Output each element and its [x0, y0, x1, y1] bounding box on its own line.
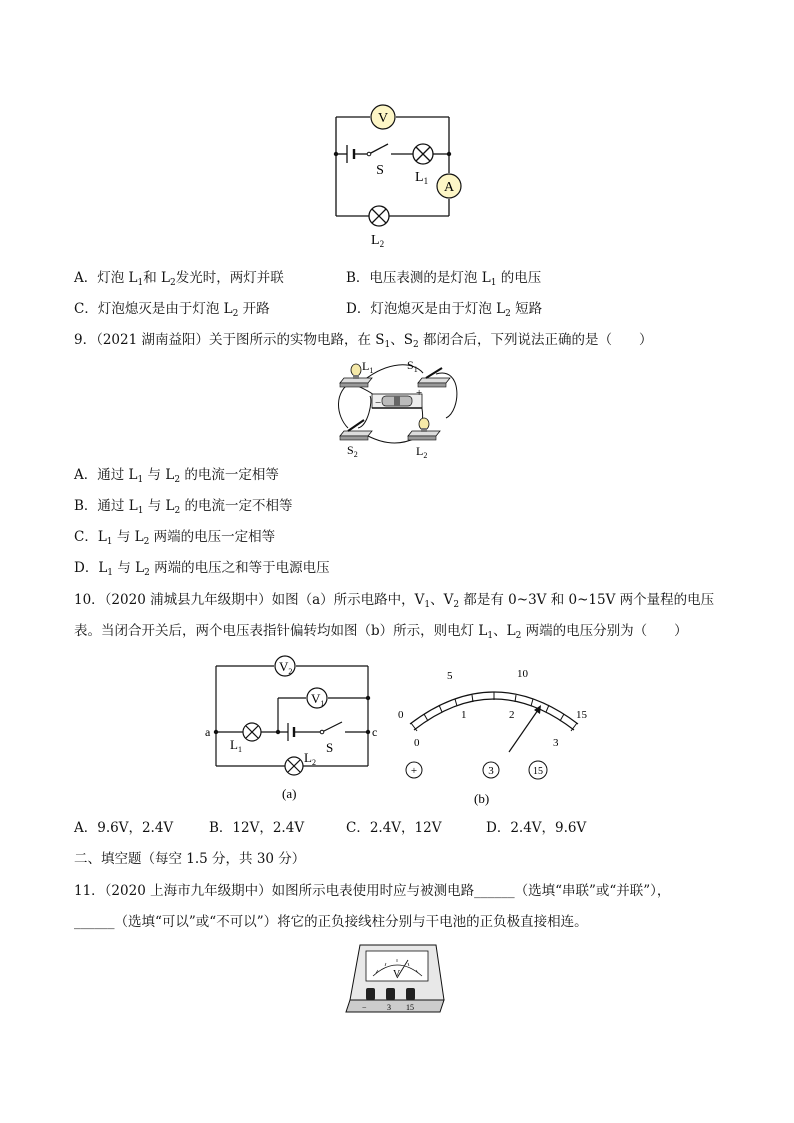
ammeter-label: A — [443, 180, 455, 195]
switch-s1-board — [418, 368, 450, 387]
q11-voltmeter-picture — [340, 940, 445, 1020]
q9-stem: 9．（2021 湖南益阳）关于图所示的实物电路，在 $S_1$、$S_2$ 都闭合后，下列说法正确的是（ ） — [74, 332, 653, 350]
inner-tick-1: 1 — [461, 709, 467, 721]
voltmeter-label: V — [377, 111, 389, 126]
q10-stem-line2: 表。当闭合开关后，两个电压表指针偏转均如图（b）所示，则电灯 $L_1$、$L_2$ 两端的电压分别为（ ） — [74, 623, 688, 641]
q9-l1-label: $L_1$ — [362, 359, 374, 375]
meter-v-label: V — [393, 969, 401, 980]
q8-circuit-diagram — [325, 98, 465, 258]
node-a-label: a — [205, 725, 211, 739]
meter-terminals — [366, 988, 415, 1000]
terminal-15-label: 15 — [406, 1003, 414, 1012]
q10-option-c: C．2.4V，12V — [346, 820, 442, 836]
q9-s2-label: $S_2$ — [347, 443, 358, 459]
q11-line1: 11．（2020 上海市九年级期中）如图所示电表使用时应与被测电路______（选填“串联”或“并联”）， — [74, 883, 671, 899]
outer-tick-5: 5 — [447, 670, 453, 682]
outer-tick-10: 10 — [517, 668, 528, 680]
q8-option-c: C．灯泡熄灭是由于灯泡 $L_2$ 开路 — [74, 301, 270, 319]
q10-meter-dial-b — [384, 660, 604, 810]
section-title: 二、填空题（每空 1.5 分，共 30 分） — [74, 851, 306, 867]
lamp1-label: $L_1$ — [415, 170, 429, 186]
terminal-3: 3 — [488, 765, 494, 777]
node-c-label: c — [372, 725, 378, 739]
q8-option-d: D．灯泡熄灭是由于灯泡 $L_2$ 短路 — [346, 301, 543, 319]
battery-plus-label: + — [416, 387, 423, 399]
dial-ticks — [411, 692, 577, 731]
q10-stem-line1: 10．（2020 浦城县九年级期中）如图（a）所示电路中，$V_1$、$V_2$ 都是有 0~3V 和 0~15V 两个量程的电压 — [74, 592, 715, 610]
caption-a: (a) — [282, 786, 297, 801]
terminal-plus: + — [410, 765, 418, 777]
q10-option-a: A．9.6V，2.4V — [74, 820, 174, 836]
l1-label: $L_1$ — [230, 737, 242, 754]
q10-option-b: B．12V，2.4V — [209, 820, 305, 836]
q9-physical-circuit — [328, 356, 463, 460]
q9-option-d: D．$L_1$ 与 $L_2$ 两端的电压之和等于电源电压 — [74, 560, 330, 578]
q9-s1-label: $S_1$ — [407, 358, 418, 374]
q9-option-c: C．$L_1$ 与 $L_2$ 两端的电压一定相等 — [74, 529, 276, 547]
q10-option-d: D．2.4V，9.6V — [486, 820, 587, 836]
switch-s2-board — [340, 420, 372, 440]
outer-tick-0: 0 — [398, 709, 404, 721]
q11-line2: ______（选填“可以”或“不可以”）将它的正负接线柱分别与干电池的正负极直接相连。 — [74, 914, 588, 930]
inner-tick-0: 0 — [414, 737, 420, 749]
lamp2-label: $L_2$ — [371, 233, 385, 249]
switch-s-label: S — [326, 740, 334, 755]
q8-option-b: B．电压表测的是灯泡 $L_1$ 的电压 — [346, 270, 542, 288]
terminal-15: 15 — [533, 766, 543, 777]
q9-option-b: B．通过 $L_1$ 与 $L_2$ 的电流一定不相等 — [74, 498, 293, 516]
terminal-3-label: 3 — [387, 1003, 391, 1012]
q9-option-a: A．通过 $L_1$ 与 $L_2$ 的电流一定相等 — [74, 467, 279, 485]
l2-label: $L_2$ — [304, 750, 316, 767]
battery-minus-label: − — [375, 397, 382, 409]
inner-tick-2: 2 — [509, 709, 515, 721]
q10-circuit-a — [200, 652, 390, 807]
outer-tick-15: 15 — [576, 709, 587, 721]
lamp-l2-board — [408, 418, 440, 440]
v2-label: $V_2$ — [279, 659, 293, 676]
q9-l2-label: $L_2$ — [416, 444, 428, 460]
terminal-minus-label: − — [362, 1003, 367, 1012]
q8-option-a: A．灯泡 $L_1$和 $L_2$发光时，两灯并联 — [74, 270, 284, 288]
v1-label: $V_1$ — [311, 691, 325, 708]
caption-b: (b) — [474, 791, 490, 806]
switch-label: S — [376, 163, 384, 178]
inner-tick-3: 3 — [553, 737, 559, 749]
